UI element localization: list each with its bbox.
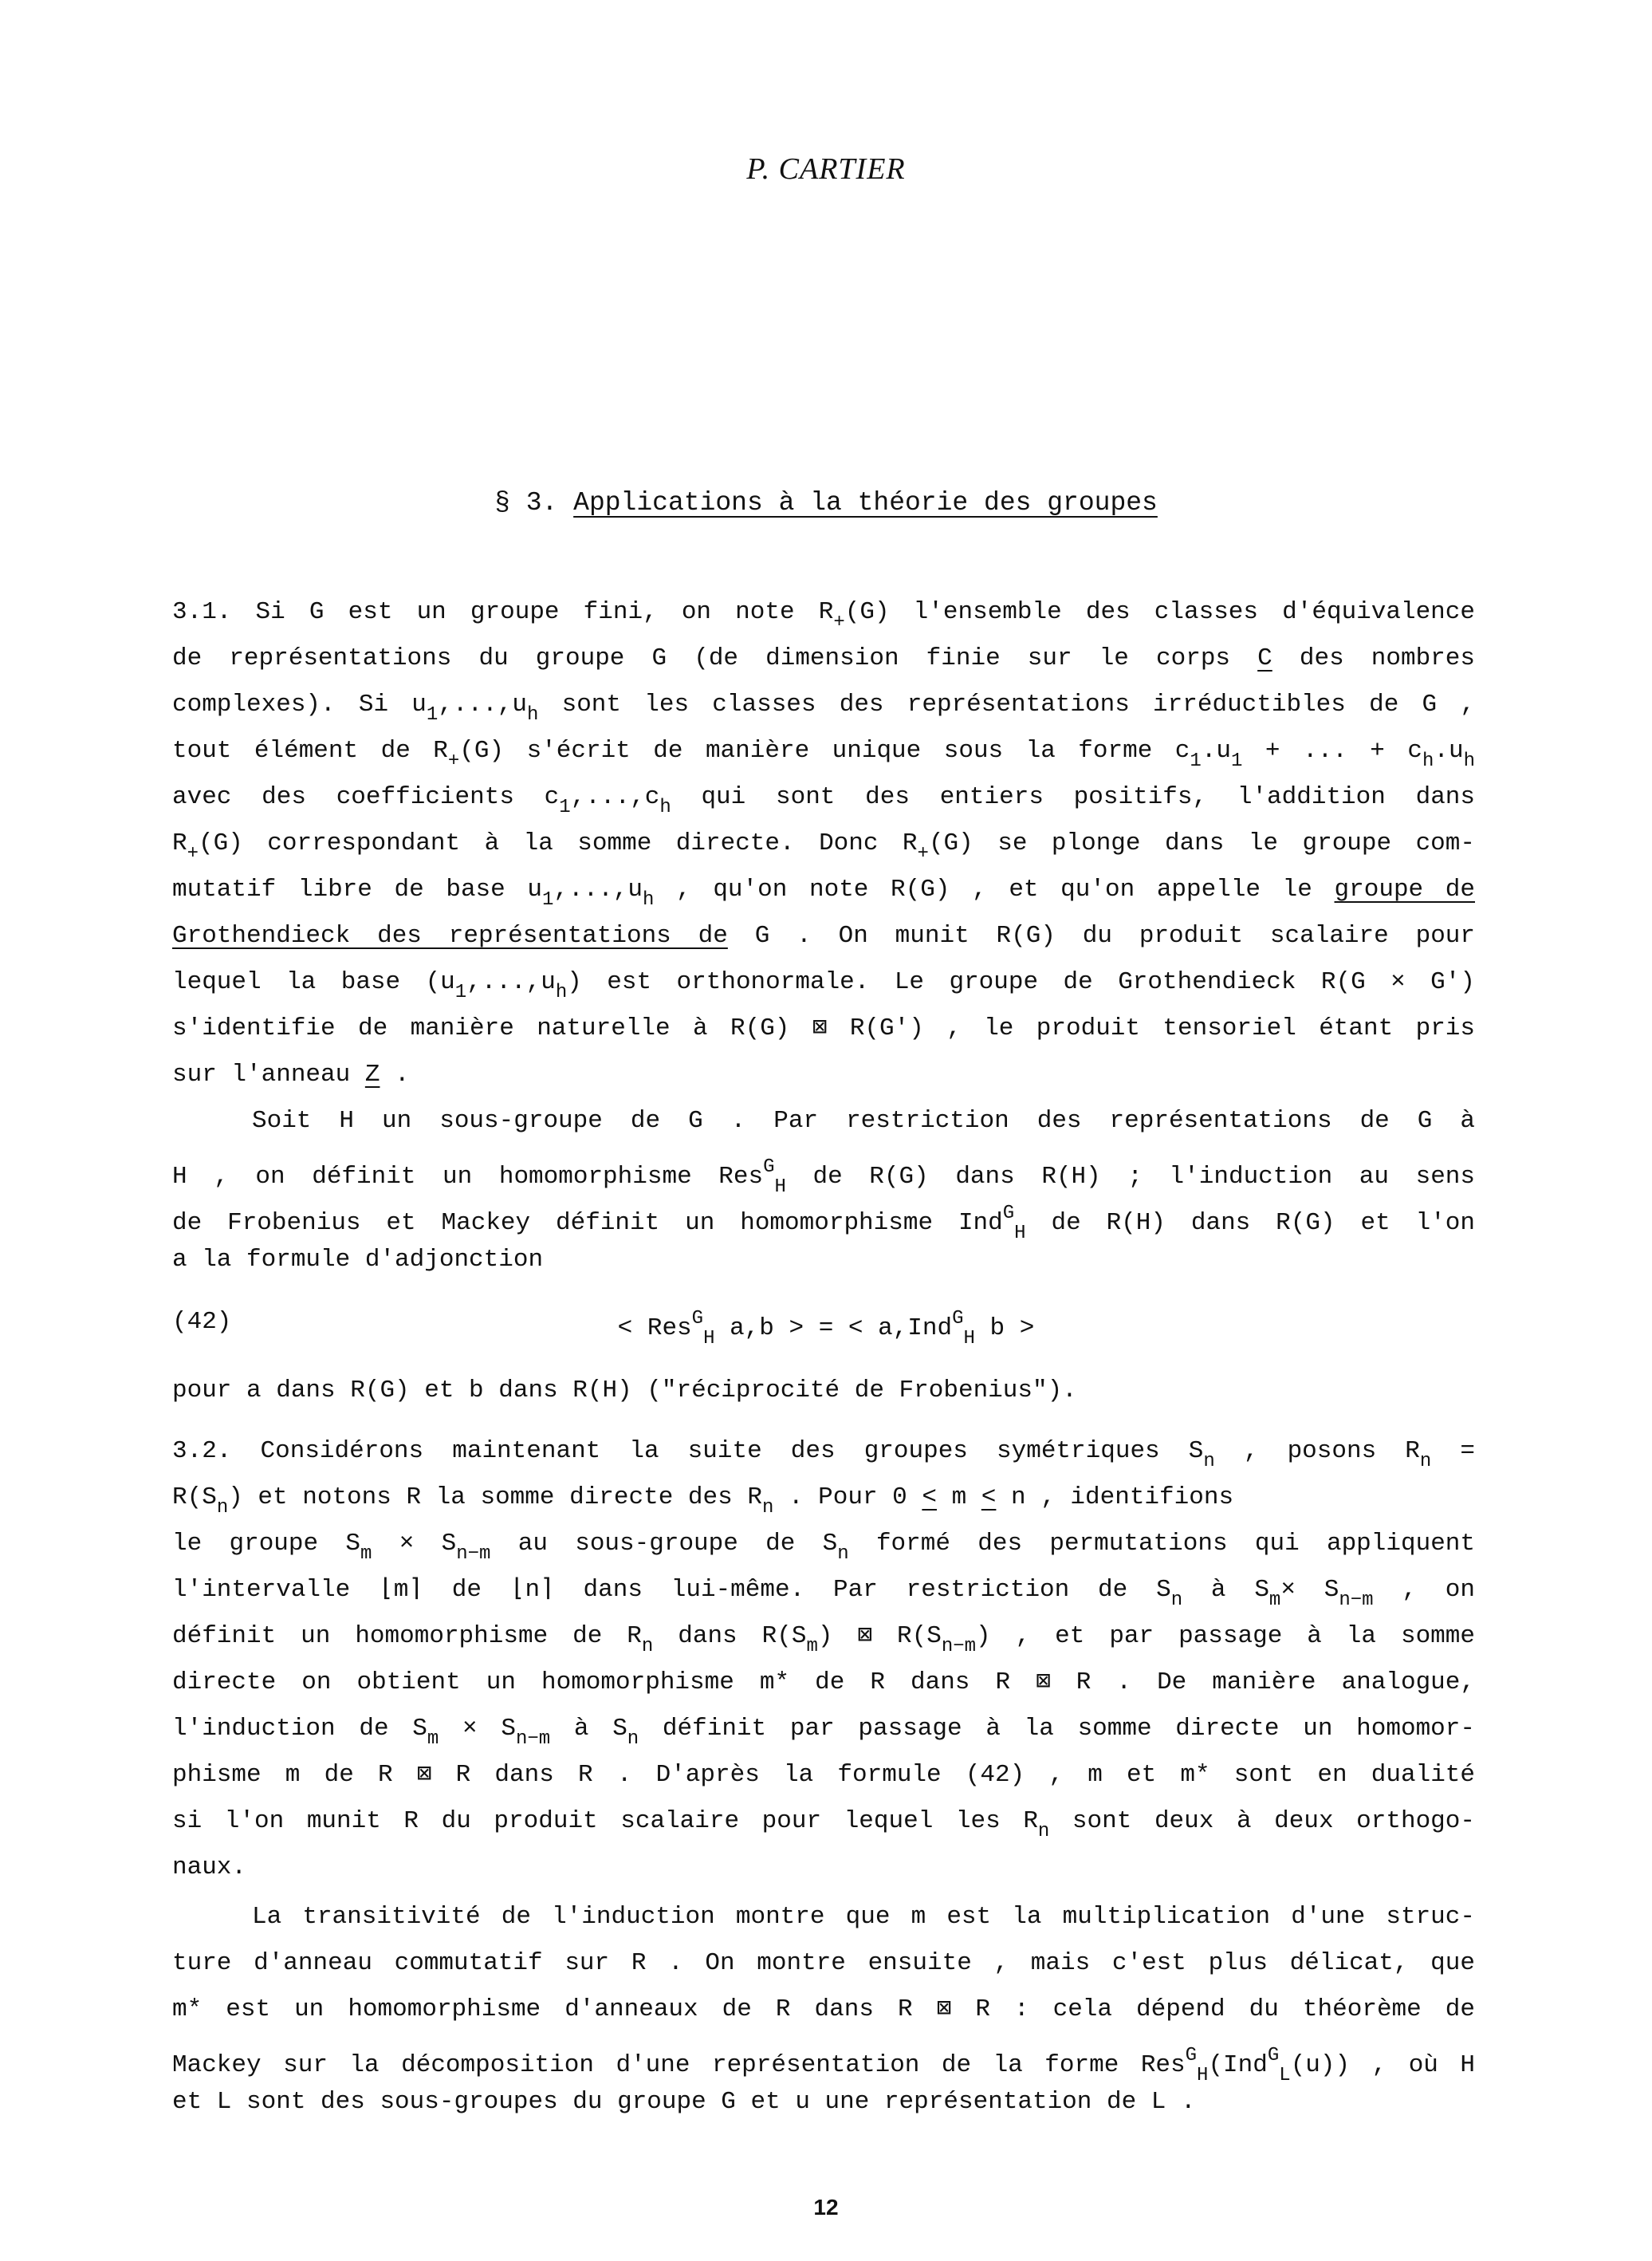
text-line: lequel la base $(u_1,...,u_h)$ est orthonormale. Le groupe de Grothendieck R(G × G'): [172, 968, 1475, 1003]
text-line: l'induction de $S_m \times S_{n-m}$ à $S_n$ définit par passage à la somme directe un homomor-: [172, 1715, 1475, 1750]
text-line: sur l'anneau Z .: [172, 1061, 410, 1089]
text-line: le groupe $S_m \times S_{n-m}$ au sous-groupe de $S_n$ formé des permutations qui appliquent: [172, 1530, 1476, 1565]
text-line: naux.: [172, 1853, 247, 1881]
text-line: définit un homomorphisme de $R_n$ dans $R(S_m)$ ⊠ $R(S_{n-m})$ , et par passage à la somme: [172, 1622, 1475, 1657]
text-line: directe on obtient un homomorphisme m* de R dans R ⊠ R . De manière analogue,: [172, 1668, 1475, 1696]
text-line: $R(S_n)$ et notons R la somme directe des $R_n$ . Pour 0 < m < n , identifions: [172, 1483, 1234, 1518]
text-line: avec des coefficients $c_1,...,c_h$ qui sont des entiers positifs, l'addition dans: [172, 783, 1476, 818]
text-line: si l'on munit R du produit scalaire pour lequel les $R_n$ sont deux à deux orthogo-: [172, 1807, 1475, 1842]
text-line: Soit H un sous-groupe de G . Par restriction des représentations de G à: [252, 1107, 1475, 1135]
text-line: $R_+(G)$ correspondant à la somme directe. Donc $R_+(G)$ se plonge dans le groupe com-: [172, 829, 1475, 865]
text-line: ture d'anneau commutatif sur R . On montre ensuite , mais c'est plus délicat, que: [172, 1949, 1475, 1977]
page-number: 12: [813, 2195, 839, 2220]
text-line: s'identifie de manière naturelle à R(G) ⊠ R(G') , le produit tensoriel étant pris: [172, 1014, 1475, 1042]
text-line: 3.1. Si G est un groupe fini, on note $R_+(G)$ l'ensemble des classes d'équivalence: [172, 598, 1475, 633]
text-line: phisme m de R ⊠ R dans R . D'après la formule (42) , m et m* sont en dualité: [172, 1761, 1475, 1789]
text-line: La transitivité de l'induction montre que m est la multiplication d'une struc-: [252, 1903, 1475, 1931]
text-line: l'intervalle ⌊m⌉ de ⌊n⌉ dans lui-même. Par restriction de $S_n$ à $S_m\times S_{n-m}$ , on: [172, 1576, 1475, 1611]
text-line: a la formule d'adjonction: [172, 1246, 544, 1274]
text-line: Grothendieck des représentations de G . On munit R(G) du produit scalaire pour: [172, 922, 1476, 950]
equation-number: (42): [172, 1308, 232, 1336]
equation-42: < Res$^G_H$ a,b > = < a,Ind$^G_H$ b >: [617, 1308, 1035, 1349]
text-line: m* est un homomorphisme d'anneaux de R dans R ⊠ R : cela dépend du théorème de: [172, 1995, 1475, 2023]
text-line: mutatif libre de base $u_1,...,u_h$ , qu'on note R(G) , et qu'on appelle le groupe de: [172, 876, 1475, 911]
text-line: tout élément de $R_+(G)$ s'écrit de manière unique sous la forme $c_1.u_1$ + ... + $c_h.u_h$: [172, 737, 1475, 772]
text-line: de Frobenius et Mackey définit un homomorphisme Ind$^G_H$ de R(H) dans R(G) et l'on: [172, 1203, 1475, 1244]
text-line: H , on définit un homomorphisme Res$^G_H$ de R(G) dans R(H) ; l'induction au sens: [172, 1156, 1476, 1198]
text-line: Mackey sur la décomposition d'une représentation de la forme Res$^G_H$(Ind$^G_L$(u)) , où H: [172, 2045, 1476, 2086]
text-line: 3.2. Considérons maintenant la suite des groupes symétriques $S_n$ , posons $R_n$ =: [172, 1437, 1475, 1472]
section-heading: [0, 488, 1652, 518]
text-line: pour a dans R(G) et b dans R(H) ("réciprocité de Frobenius").: [172, 1377, 1077, 1404]
section-mark: § 3.: [494, 488, 558, 518]
section-title: Applications à la théorie des groupes: [573, 488, 1158, 518]
running-header: P. CARTIER: [746, 152, 906, 186]
text-line: et L sont des sous-groupes du groupe G et u une représentation de L .: [172, 2088, 1196, 2116]
text-line: complexes). Si $u_1,...,u_h$ sont les classes des représentations irréductibles de G ,: [172, 691, 1475, 726]
text-line: de représentations du groupe G (de dimension finie sur le corps C des nombres: [172, 644, 1475, 672]
